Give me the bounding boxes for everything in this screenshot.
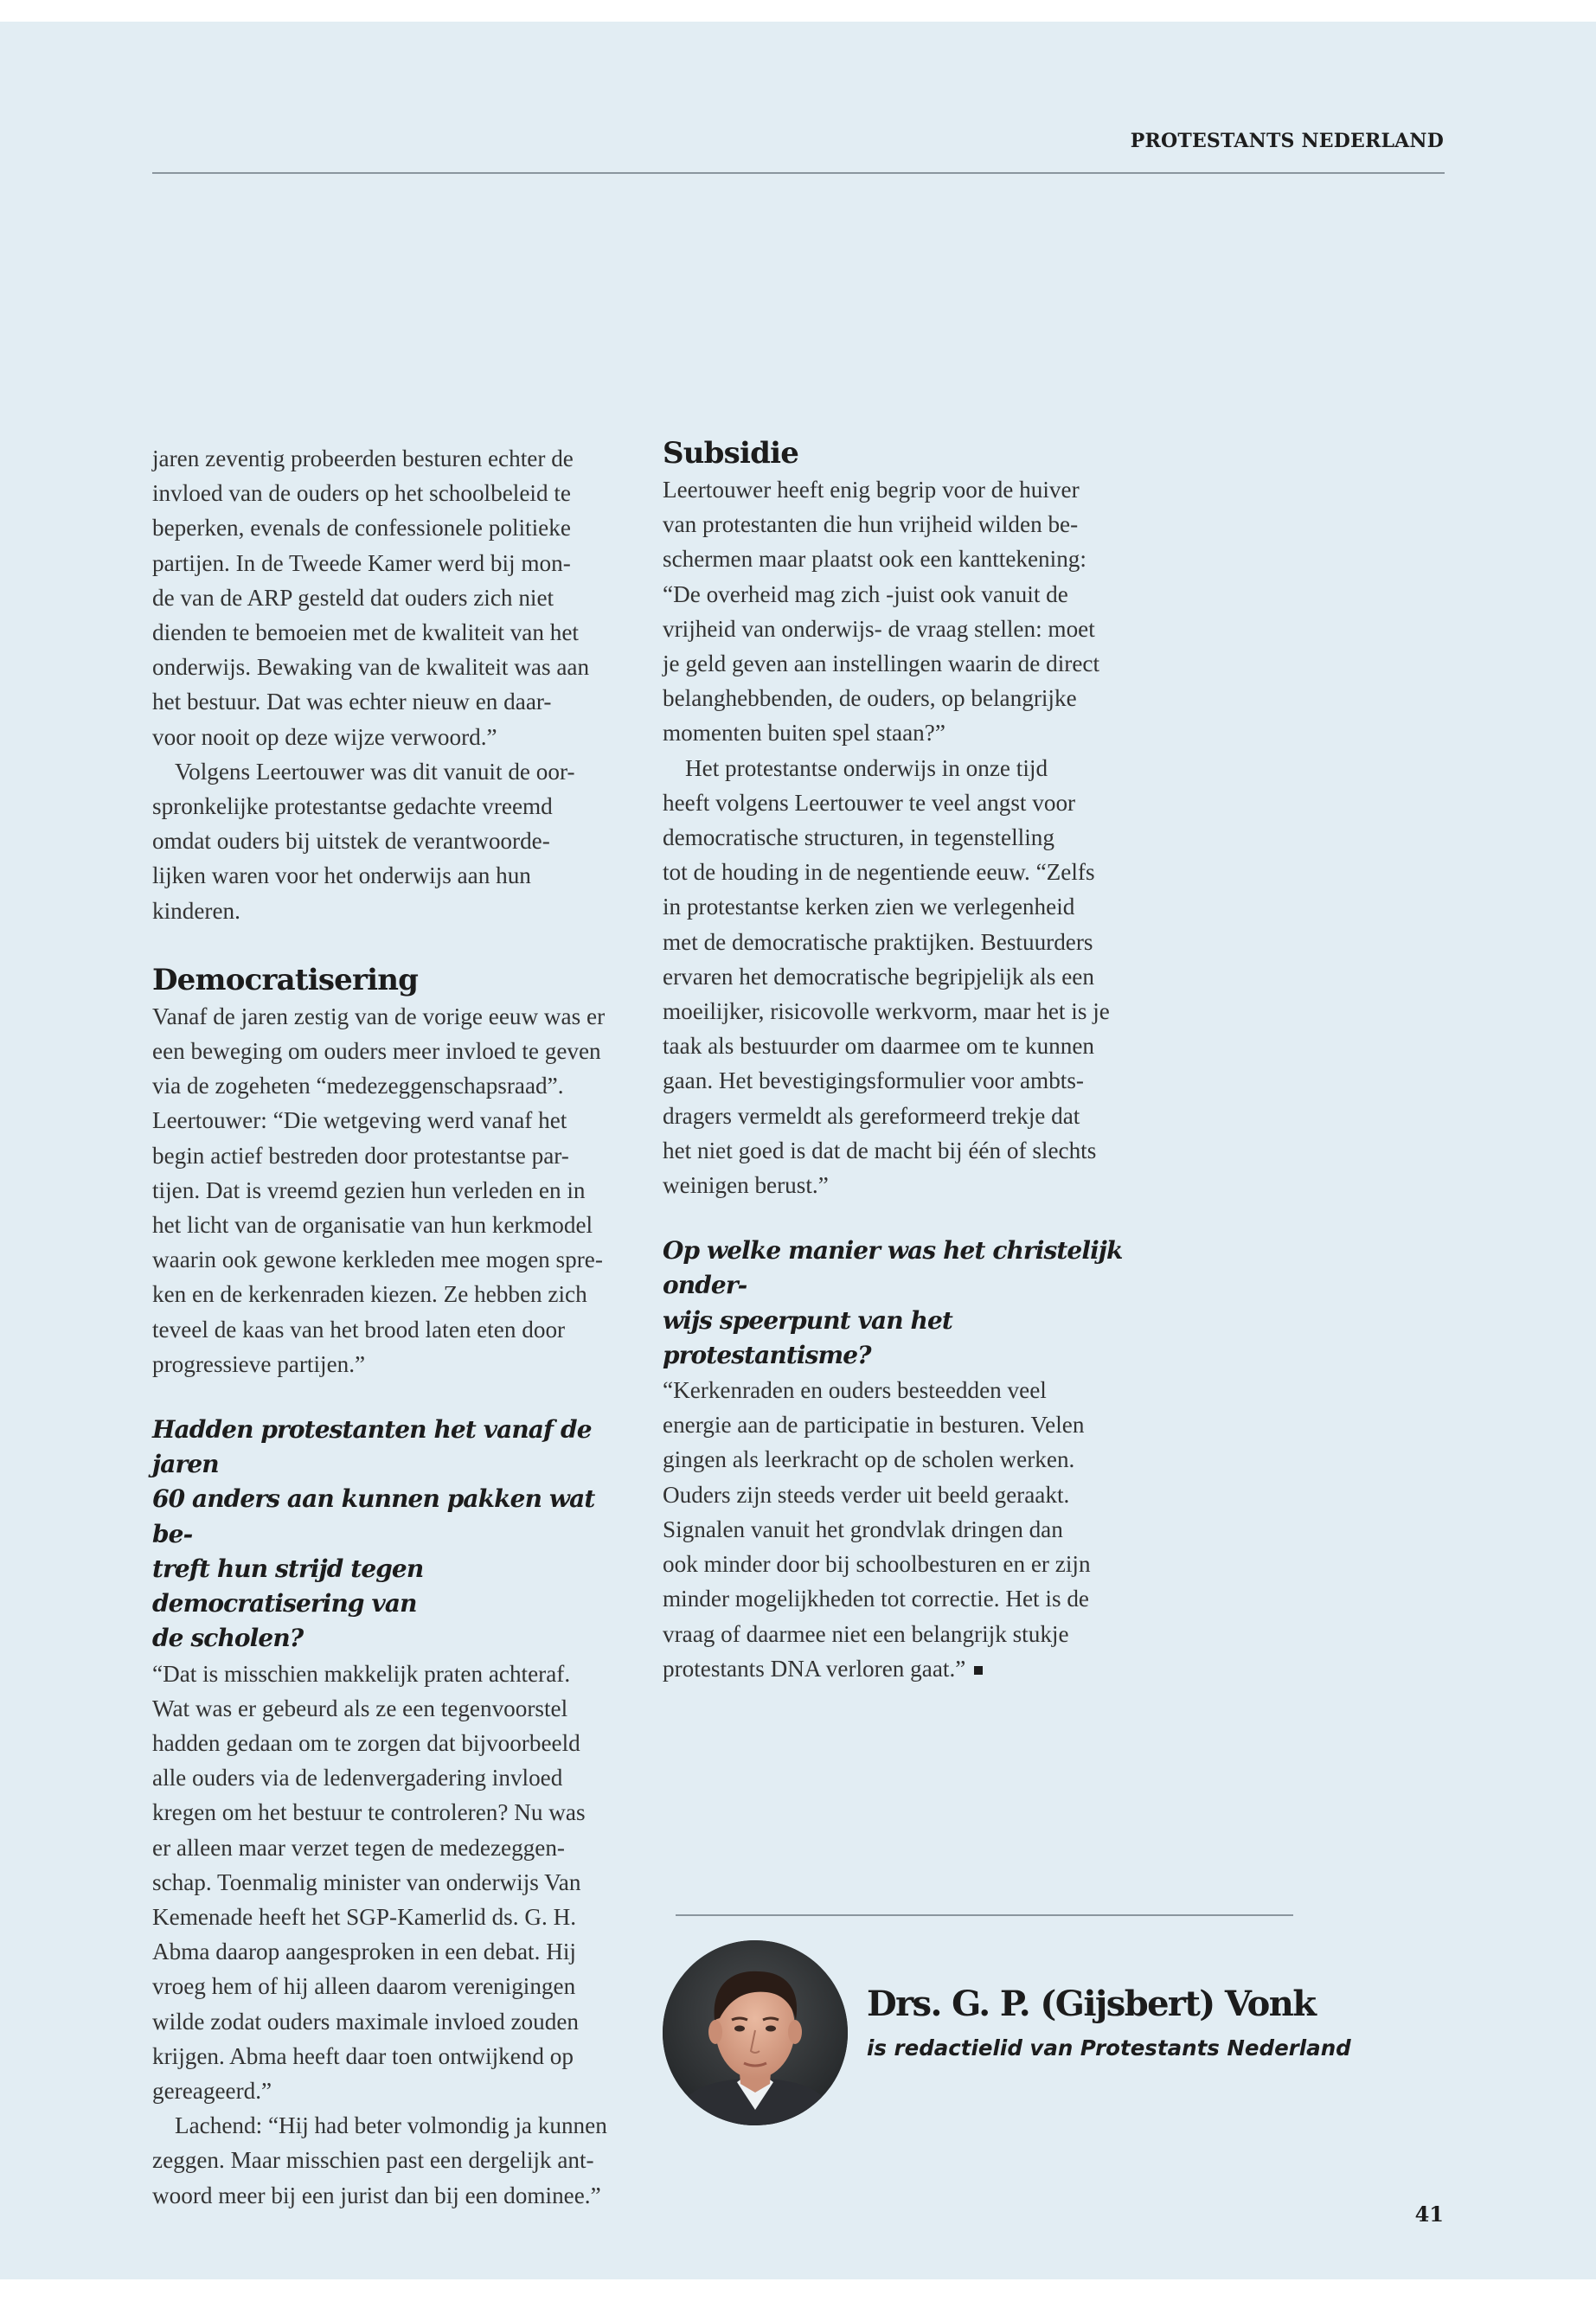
body-paragraph (663, 472, 1147, 751)
text-line: lijken waren voor het onderwijs aan hun (152, 862, 531, 889)
text-line: Kemenade heeft het SGP-Kamerlid ds. G. H. (152, 1903, 576, 1930)
text-line: begin actief bestreden door protestantse par- (152, 1142, 569, 1169)
intro-paragraph (152, 441, 637, 754)
body-paragraph (152, 2108, 637, 2213)
text-line: tot de houding in de negentiende eeuw. “Zelfs (663, 859, 1095, 886)
text-line: je geld geven aan instellingen waarin de direct (663, 651, 1100, 677)
text-line: Lachend: “Hij had beter volmondig ja kunnen (175, 2112, 607, 2139)
end-of-article-mark (974, 1666, 983, 1675)
question-line: Hadden protestanten het vanaf de jaren (152, 1415, 592, 1479)
author-divider (676, 1914, 1293, 1916)
text-line: jaren zeventig probeerden besturen echter de (152, 445, 574, 471)
interview-question (152, 1413, 637, 1656)
text-line: weinigen berust.” (663, 1172, 829, 1199)
text-line: er alleen maar verzet tegen de medezeggen- (152, 1834, 565, 1861)
section-heading-subsidie: Subsidie (663, 436, 799, 471)
text-line: Leertouwer: “Die wetgeving werd vanaf het (152, 1107, 567, 1134)
text-line: tijen. Dat is vreemd gezien hun verleden en in (152, 1176, 586, 1203)
left-column (152, 441, 637, 2213)
text-line: gaan. Het bevestigingsformulier voor ambts- (663, 1067, 1084, 1094)
text-line: hadden gedaan om te zorgen dat bijvoorbeeld (152, 1729, 580, 1756)
interview-question (663, 1234, 1147, 1373)
question-line: wijs speerpunt van het protestantisme? (663, 1305, 952, 1369)
magazine-page (0, 22, 1596, 2279)
text-line: schap. Toenmalig minister van onderwijs Van (152, 1868, 581, 1895)
page-number: 41 (1414, 2202, 1444, 2227)
question-line: 60 anders aan kunnen pakken wat be- (152, 1484, 595, 1548)
text-line: Abma daarop aangesproken in een debat. Hij (152, 1939, 576, 1965)
text-line: woord meer bij een jurist dan bij een dominee.” (152, 2182, 601, 2208)
text-line: momenten buiten spel staan?” (663, 720, 945, 747)
text-line: belanghebbenden, de ouders, op belangrijke (663, 685, 1077, 712)
text-line: het niet goed is dat de macht bij één of slechts (663, 1137, 1097, 1163)
text-line: “Kerkenraden en ouders besteedden veel (663, 1377, 1047, 1404)
author-role: is redactielid van Protestants Nederland (867, 2035, 1351, 2061)
text-line: wilde zodat ouders maximale invloed zouden (152, 2008, 579, 2035)
text-line: taak als bestuurder om daarmee om te kunnen (663, 1033, 1095, 1060)
text-line: alle ouders via de ledenvergadering invloed (152, 1765, 563, 1791)
text-line: een beweging om ouders meer invloed te geven (152, 1038, 601, 1065)
avatar-portrait (663, 1940, 848, 2125)
text-line: Vanaf de jaren zestig van de vorige eeuw was er (152, 1003, 606, 1029)
question-line: treft hun strijd tegen democratisering van (152, 1554, 424, 1618)
section-heading-democratisering: Democratisering (152, 962, 419, 997)
text-line: dienden te bemoeien met de kwaliteit van het (152, 619, 579, 646)
text-line: via de zogeheten “medezeggenschapsraad”. (152, 1073, 564, 1099)
text-line: in protestantse kerken zien we verlegenheid (663, 894, 1075, 920)
text-line: beperken, evenals de confessionele politieke (152, 515, 571, 542)
text-line: partijen. In de Tweede Kamer werd bij mon- (152, 549, 571, 576)
text-line: gingen als leerkracht op de scholen werken. (663, 1446, 1075, 1473)
text-line: onderwijs. Bewaking van de kwaliteit was aan (152, 654, 590, 681)
right-column (663, 436, 1147, 1686)
text-line: Leertouwer heeft enig begrip voor de huiver (663, 477, 1080, 503)
text-line: ervaren het democratische begripjelijk als een (663, 963, 1094, 990)
text-line: krijgen. Abma heeft daar toen ontwijkend op (152, 2042, 574, 2069)
body-paragraph (152, 999, 637, 1381)
question-line: de scholen? (152, 1624, 304, 1653)
author-name: Drs. G. P. (Gijsbert) Vonk (867, 1984, 1316, 2024)
text-line: Volgens Leertouwer was dit vanuit de oor- (175, 758, 575, 785)
body-paragraph (663, 751, 1147, 1203)
text-line: het licht van de organisatie van hun kerkmodel (152, 1212, 593, 1239)
header-divider (152, 172, 1445, 174)
text-line: vraag of daarmee niet een belangrijk stukje (663, 1620, 1069, 1647)
text-line: het bestuur. Dat was echter nieuw en daar- (152, 689, 552, 715)
text-line: progressieve partijen.” (152, 1350, 366, 1377)
text-line: kinderen. (152, 897, 240, 924)
text-line: “Dat is misschien makkelijk praten achteraf. (152, 1660, 571, 1687)
text-line: Wat was er gebeurd als ze een tegenvoorstel (152, 1695, 568, 1721)
text-line: teveel de kaas van het brood laten eten door (152, 1316, 566, 1343)
text-line: met de democratische praktijken. Bestuurders (663, 928, 1093, 955)
text-line: omdat ouders bij uitstek de verantwoorde- (152, 828, 550, 855)
question-line: Op welke manier was het christelijk onder- (663, 1236, 1123, 1300)
text-line: “De overheid mag zich -juist ook vanuit de (663, 580, 1068, 607)
text-line: gereageerd.” (152, 2077, 272, 2104)
text-line: moeilijker, risicovolle werkvorm, maar het is je (663, 998, 1110, 1025)
running-head: PROTESTANTS NEDERLAND (1130, 130, 1444, 152)
text-line: de van de ARP gesteld dat ouders zich niet (152, 584, 554, 611)
text-line: spronkelijke protestantse gedachte vreemd (152, 793, 553, 820)
text-line: democratische structuren, in tegenstelling (663, 824, 1054, 851)
interview-answer (663, 1373, 1147, 1686)
text-line: voor nooit op deze wijze verwoord.” (152, 723, 497, 750)
text-line: vrijheid van onderwijs- de vraag stellen: moet (663, 615, 1095, 642)
body-paragraph (152, 754, 637, 928)
text-line: ken en de kerkenraden kiezen. Ze hebben zich (152, 1281, 587, 1308)
author-photo (663, 1940, 848, 2125)
text-line: energie aan de participatie in besturen. Velen (663, 1412, 1085, 1439)
text-line: zeggen. Maar misschien past een dergelijk ant- (152, 2147, 594, 2174)
text-line: Ouders zijn steeds verder uit beeld geraakt. (663, 1481, 1070, 1508)
text-line: schermen maar plaatst ook een kanttekening: (663, 546, 1086, 573)
interview-answer (152, 1657, 637, 2109)
text-line: invloed van de ouders op het schoolbeleid te (152, 480, 571, 507)
text-line: dragers vermeldt als gereformeerd trekje dat (663, 1102, 1080, 1129)
text-line: protestants DNA verloren gaat.” (663, 1655, 966, 1682)
text-line: ook minder door bij schoolbesturen en er zijn (663, 1551, 1091, 1578)
text-line: Signalen vanuit het grondvlak dringen dan (663, 1516, 1063, 1542)
text-line: heeft volgens Leertouwer te veel angst voor (663, 789, 1076, 816)
text-line: Het protestantse onderwijs in onze tijd (685, 754, 1048, 781)
text-line: kregen om het bestuur te controleren? Nu was (152, 1799, 586, 1826)
text-line: minder mogelijkheden tot correctie. Het is de (663, 1586, 1089, 1612)
text-line: van protestanten die hun vrijheid wilden be- (663, 511, 1079, 538)
text-line: waarin ook gewone kerkleden mee mogen spre- (152, 1247, 603, 1273)
text-line: vroeg hem of hij alleen daarom verenigingen (152, 1973, 576, 2000)
